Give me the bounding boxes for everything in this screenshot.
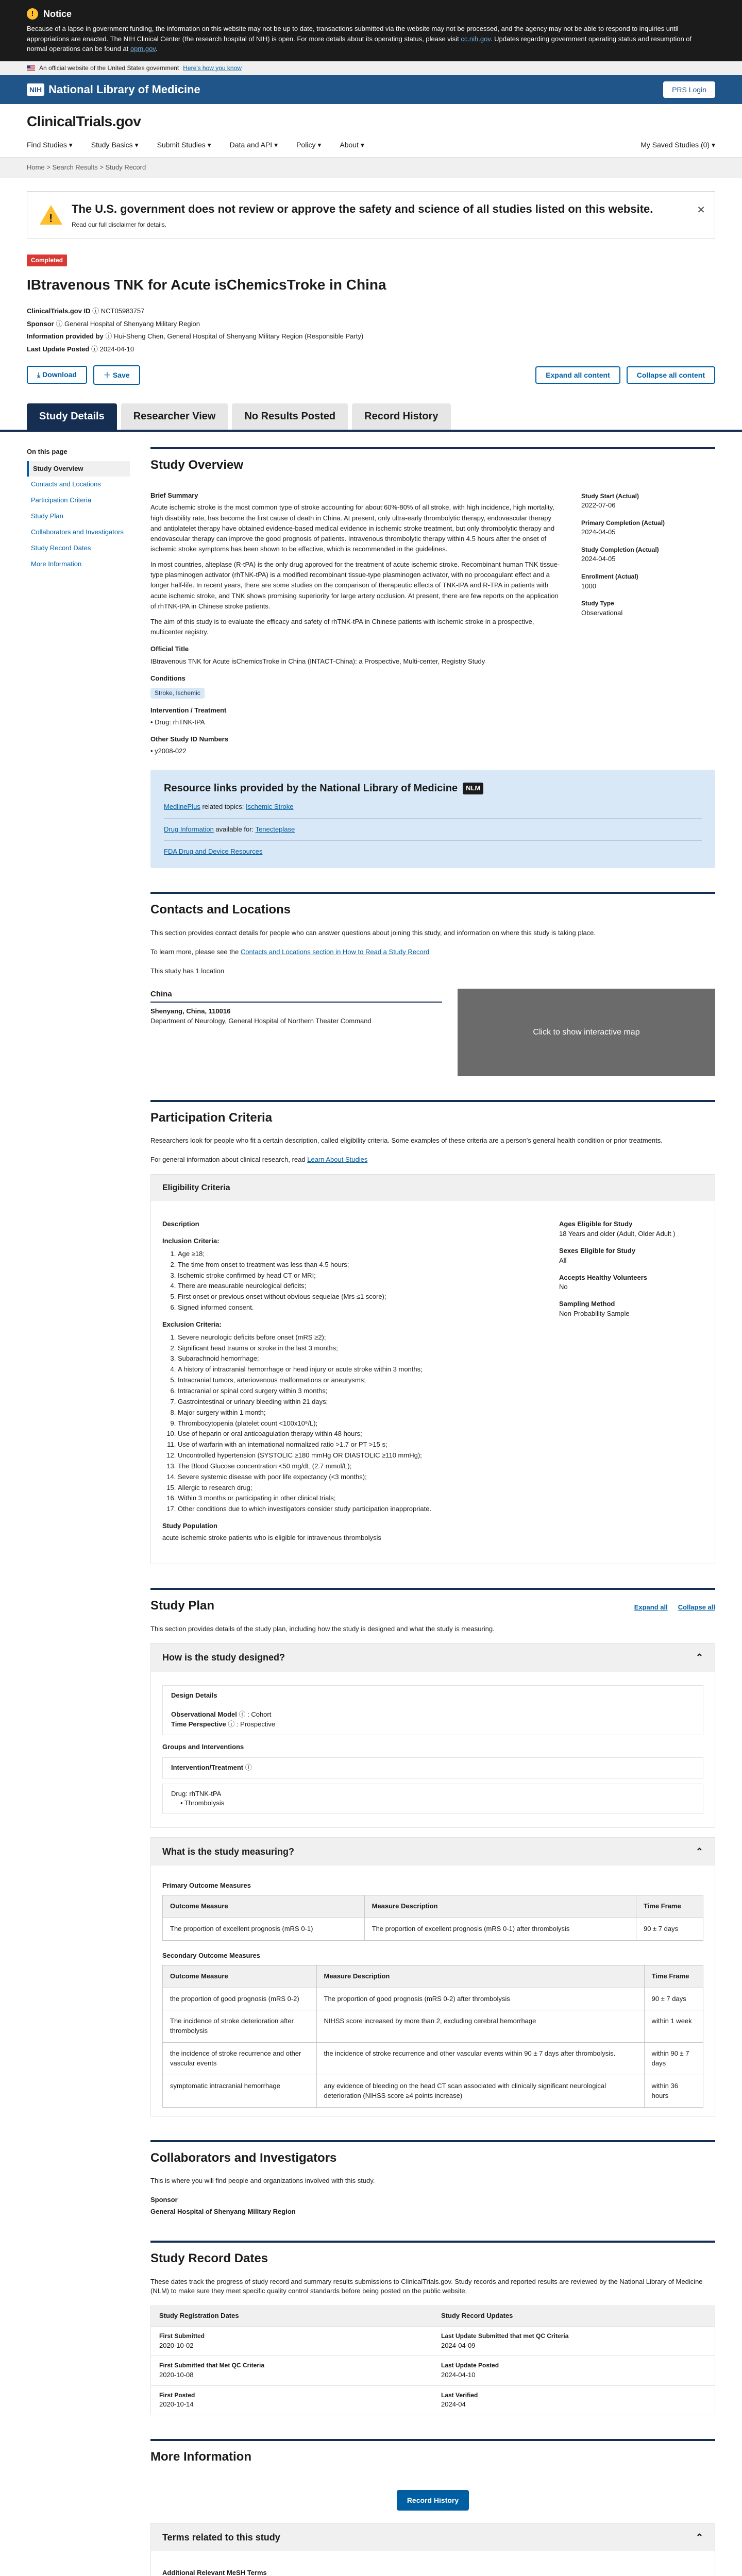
learn-studies-link[interactable]: Learn About Studies — [307, 1156, 368, 1164]
eligibility-sidebar: Ages Eligible for Study 18 Years and older (Adult, Older Adult ) Sexes Eligible for Study All Accepts Healthy Volunteers No Sampling Method Non-Probability Sample — [559, 1220, 676, 1318]
record-dates-section: Study Record Dates These dates track the progress of study record and summary results submissions to ClinicalTrials.gov. Study records and reported results are reviewed by the National Library of Medicine (NLM) to make sure they meet specific quality control standards before being posted on the public website. Study Registration Dates Study Record Updates First Submitted 2020-10-02 Last Update Submitted that met QC Criteria 2024-04-09 First Submitted that Met QC Criteria 2020-10-08 Last Update Posted 2024-04-10 First Posted 2020-10-14 Last Verified 2024-04 — [150, 2241, 715, 2415]
criteria-item: 1. Severe neurologic deficits before onset (mRS ≥2); — [178, 1333, 538, 1343]
gov-banner: An official website of the United States government Here's how you know — [0, 61, 742, 75]
save-button[interactable]: ＋ Save — [93, 365, 140, 385]
terms-accordion: Terms related to this study ⌃ Additional Relevant MeSH Terms — [150, 2523, 715, 2576]
nlm-logo: NLM — [463, 783, 483, 794]
nav-collaborators[interactable]: Collaborators and Investigators — [31, 528, 124, 536]
nav-contacts[interactable]: Contacts and Locations — [31, 480, 101, 488]
table-row: the incidence of stroke recurrence and other vascular events the incidence of stroke recurrence and other vascular events within 90 ± 7 days after thrombolysis. within 90 ± 7 days — [163, 2043, 703, 2075]
status-badge: Completed — [27, 255, 67, 266]
secondary-outcomes-table: Outcome Measure Measure Description Time Frame the proportion of good prognosis (mRS 0-2) The proportion of good prognosis (mRS 0-2) after thrombolysis 90 ± 7 days The incidence of stroke deterioration after thrombolysis NIHSS score increased by more than 2, excluding cerebral hemorrhage within 1 week the incidence of stroke recurrence and other vascular events the incidence of stroke recurrence and other vascular events within 90 ± 7 days after thrombolysis. within 90 ± 7 days symptomatic intracranial hemorrhage any evidence of bleeding on the head CT scan associated with clinically significant neurological deterioration (NIHSS score ≥4 points increase) within 36 hours — [162, 1965, 703, 2108]
exclusion-list — [162, 1333, 538, 1514]
plan-expand-all[interactable]: Expand all — [634, 1603, 668, 1611]
chevron-up-icon[interactable]: ⌃ — [695, 1652, 703, 1663]
summary-p3: The aim of this study is to evaluate the efficacy and safety of rhTNK-tPA in Chinese patients with ischemic stroke in a prospective, multicenter registry. — [150, 617, 534, 636]
more-info-section: More Information Record History Terms related to this study ⌃ Additional Relevant MeSH Terms — [150, 2439, 715, 2576]
collapse-all-button[interactable]: Collapse all content — [627, 366, 715, 384]
official-title: IBtravenous TNK for Acute isChemicsTroke in China (INTACT-China): a Prospective, Multi-center, Registry Study — [150, 657, 485, 665]
table-row: the proportion of good prognosis (mRS 0-2) The proportion of good prognosis (mRS 0-2) after thrombolysis 90 ± 7 days — [163, 1988, 703, 2010]
nav-dates[interactable]: Study Record Dates — [31, 544, 91, 552]
alert-title: The U.S. government does not review or approve the safety and science of all studies listed on this website. — [72, 202, 653, 215]
criteria-item: 16. Within 3 months or participating in other clinical trials; — [178, 1494, 538, 1503]
criteria-item: 10. Use of heparin or oral anticoagulation therapy within 48 hours; — [178, 1429, 538, 1439]
nlm-header — [0, 75, 742, 104]
fda-link[interactable]: FDA Drug and Device Resources — [164, 848, 263, 856]
other-id: • y2008-022 — [150, 747, 187, 755]
tab-record-history[interactable]: Record History — [352, 403, 450, 430]
sponsor: General Hospital of Shenyang Military Region — [64, 319, 200, 328]
warning-icon: ! — [27, 8, 38, 20]
nlm-resources: Resource links provided by the National Library of Medicine NLM MedlinePlus related topics: Ischemic Stroke Drug Information available for: Tenecteplase FDA Drug and Device Resources — [150, 770, 715, 869]
cc-nih-link[interactable]: cc.nih.gov — [461, 35, 491, 43]
nav-study-overview[interactable]: Study Overview — [27, 461, 130, 477]
last-update: 2024-04-10 — [99, 345, 134, 353]
criteria-item: 5. First onset or previous onset without obvious sequelae (Mrs ≤1 score); — [178, 1292, 538, 1302]
criteria-item: 2. Significant head trauma or stroke in the last 3 months; — [178, 1344, 538, 1353]
record-history-button[interactable]: Record History — [397, 2490, 469, 2511]
menu-data-api[interactable]: Data and API ▾ — [229, 140, 278, 149]
table-row: symptomatic intracranial hemorrhage any evidence of bleeding on the head CT scan associated with clinically significant neurological deterioration (NIHSS score ≥4 points increase) within 36 hours — [163, 2075, 703, 2107]
criteria-item: 14. Severe systemic disease with poor life expectancy (<3 months); — [178, 1472, 538, 1482]
criteria-item: 3. Ischemic stroke confirmed by head CT or MRI; — [178, 1271, 538, 1281]
menu-about[interactable]: About ▾ — [340, 140, 364, 149]
plan-collapse-all[interactable]: Collapse all — [678, 1603, 715, 1611]
download-button[interactable]: ⤓ Download — [27, 366, 87, 384]
criteria-item: 7. Gastrointestinal or urinary bleeding within 21 days; — [178, 1397, 538, 1407]
summary-p1: Acute ischemic stroke is the most common type of stroke accounting for about 60%-80% of all stroke, with high incidence, high mortality, high disability rate, has become the first cause of death in China. At present, only ultra-early thrombolytic therapy, endovascular therapy and antiplatelet therapy have obtained evidence-based medical evidence in ischemic stroke treatment, but only thrombolytic therapy and endovascular therapy can improve the good prognosis of patients. Intravenous thrombolytic therapy within 4.5 hours after the onset of ischemic stroke symptoms has been shown to be effective, which is recommended in the guidelines. — [150, 503, 555, 553]
disclaimer-alert — [27, 191, 715, 239]
collaborators-section: Collaborators and Investigators This is where you will find people and organizations involved with this study. Sponsor General Hospital of Shenyang Military Region — [150, 2140, 715, 2217]
menu-policy[interactable]: Policy ▾ — [296, 140, 322, 149]
prs-login-button[interactable]: PRS Login — [663, 81, 715, 98]
tab-study-details[interactable]: Study Details — [27, 403, 117, 430]
nlm-logo[interactable]: NIH National Library of Medicine — [27, 81, 200, 98]
menu-study-basics[interactable]: Study Basics ▾ — [91, 140, 139, 149]
criteria-item: 2. The time from onset to treatment was less than 4.5 hours; — [178, 1260, 538, 1270]
menu-submit-studies[interactable]: Submit Studies ▾ — [157, 140, 211, 149]
overview-sidebar: Study Start (Actual) 2022-07-06 Primary Completion (Actual) 2024-04-05 Study Completion (Actual) 2024-04-05 Enrollment (Actual) 1000 Study Type Observational — [581, 492, 665, 617]
criteria-item: 12. Uncontrolled hypertension (SYSTOLIC ≥180 mmHg OR DIASTOLIC ≥110 mmHg); — [178, 1451, 538, 1461]
study-title: IBtravenous TNK for Acute isChemicsTroke in China — [27, 277, 386, 293]
chevron-up-icon[interactable]: ⌃ — [695, 2532, 703, 2543]
study-overview-section: Study Overview Brief Summary Acute ischemic stroke is the most common type of stroke accounting for about 60%-80% of all stroke, with high incidence, high mortality, high disability rate, has become the first cause of death in China. At present, only ultra-early thrombolytic therapy, endovascular therapy and antiplatelet therapy have obtained evidence-based medical evidence in ischemic stroke treatment, but only thrombolytic therapy and endovascular therapy can improve the good prognosis of patients. Intravenous thrombolytic therapy within 4.5 hours after the onset of ischemic stroke symptoms has been shown to be effective, which is recommended in the guidelines. In most countries, alteplase (R-tPA) is the only drug approved for the treatment of acute ischemic stroke. Recombinant human TNK tissue-type plasminogen activator (rhTNK-tPA) is a modified recombinant tissue-type plasminogen activator, with no procoagulant effect and a longer half-life. In recent years, there are some studies on the comparison of therapeutic effects of TNK-tPA and R-TPA in patients with acute ischemic stroke, and TNK shows promising superiority for large artery occlusion. At present, there are few reports on the application of rhTNK-tPA in Chinese stroke patients. The aim of this study is to evaluate the efficacy and safety of rhTNK-tPA in Chinese patients with ischemic stroke in a prospective, multicenter registry. Official Title IBtravenous TNK for Acute isChemicsTroke in China (INTACT-China): a Prospective, Multi-center, Registry Study Conditions Stroke, Ischemic Intervention / Treatment • Drug: rhTNK-tPA Other Study ID Numbers • y2008-022 Study Start (Actual) 2022-07-06 Primary Completion (Actual) 2024-04-05 Study Completion (Actual) 2024-04-05 Enrollment (Actual) 1000 Study Type Observational Resource links provided by the National Library of Medicine NLM MedlinePlus related topics: Ischemic Stroke Drug Information available for: Tenecteplase FDA Drug and Device Resources — [150, 447, 715, 868]
criteria-section: Participation Criteria Researchers look for people who fit a certain description, called eligibility criteria. Some examples of these criteria are a person's general health condition or prior treatments. For general information about clinical research, read Learn About Studies Eligibility Criteria Description Inclusion Criteria: 1. Age ≥18; 2. The time from onset to treatment was less than 4.5 hours; 3. Ischemic stroke confirmed by head CT or MRI; 4. There are measurable neurological deficits; 5. First onset or previous onset without obvious sequelae (Mrs ≤1 score); 6. Signed informed consent. Exclusion Criteria: 1. Severe neurologic deficits before onset (mRS ≥2); 2. Significant head trauma or stroke in the last 3 months; 3. Subarachnoid hemorrhage; 4. A history of intracranial hemorrhage or head injury or acute stroke within 3 months; 5. Intracranial tumors, arteriovenous malformations or aneurysms; 6. Intracranial or spinal cord surgery within 3 months; 7. Gastrointestinal or urinary bleeding within 21 days; 8. Major surgery within 1 month; 9. Thrombocytopenia (platelet count <100x10⁹/L); 10. Use of heparin or oral anticoagulation therapy within 48 hours; 11. Use of warfarin with an international normalized ratio >1.7 or PT >15 s; 12. Uncontrolled hypertension (SYSTOLIC ≥180 mmHg OR DIASTOLIC ≥110 mmHg); 13. The Blood Glucose concentration <50 mg/dL (2.7 mmol/L); 14. Severe systemic disease with poor life expectancy (<3 months); 15. Allergic to research drug; 16. Within 3 months or participating in other clinical trials; 17. Other conditions due to which investigators consider study participation inappropriate. Study Population acute ischemic stroke patients who is eligible for intravenous thrombolysis Ages Eligible for Study 18 Years and older (Adult, Older Adult ) Sexes Eligible for Study All Accepts Healthy Volunteers No Sampling Method Non-Probability Sample — [150, 1100, 715, 1564]
dates-table: Study Registration Dates Study Record Updates First Submitted 2020-10-02 Last Update Submitted that met QC Criteria 2024-04-09 First Submitted that Met QC Criteria 2020-10-08 Last Update Posted 2024-04-10 First Posted 2020-10-14 Last Verified 2024-04 — [150, 2306, 715, 2415]
contacts-help-link[interactable]: Contacts and Locations section in How to Read a Study Record — [240, 947, 430, 956]
criteria-item: 4. There are measurable neurological deficits; — [178, 1281, 538, 1291]
medlineplus-link[interactable]: MedlinePlus — [164, 802, 200, 810]
criteria-item: 3. Subarachnoid hemorrhage; — [178, 1354, 538, 1364]
summary-p2: In most countries, alteplase (R-tPA) is the only drug approved for the treatment of acute ischemic stroke. Recombinant human TNK tissue-type plasminogen activator (rhTNK-tPA) is a modified recombinant tissue-type plasminogen activator, with no procoagulant effect and a longer half-life. In recent years, there are some studies on the comparison of therapeutic effects of TNK-tPA and R-TPA in patients with acute ischemic stroke, and TNK shows promising superiority for large artery occlusion. At present, there are few reports on the application of rhTNK-tPA in Chinese stroke patients. — [150, 561, 560, 610]
nav-more-info[interactable]: More Information — [31, 560, 82, 568]
criteria-item: 6. Intracranial or spinal cord surgery within 3 months; — [178, 1386, 538, 1396]
how-you-know-link[interactable]: Here's how you know — [183, 64, 242, 72]
criteria-item: 5. Intracranial tumors, arteriovenous malformations or aneurysms; — [178, 1376, 538, 1385]
nav-criteria[interactable]: Participation Criteria — [31, 496, 92, 504]
table-row: The proportion of excellent prognosis (mRS 0-1) The proportion of excellent prognosis (mRS 0-1) after thrombolysis 90 ± 7 days — [163, 1918, 703, 1941]
tenecteplase-link[interactable]: Tenecteplase — [255, 825, 295, 833]
criteria-item: 11. Use of warfarin with an international normalized ratio >1.7 or PT >15 s; — [178, 1440, 538, 1450]
us-flag-icon — [27, 65, 35, 71]
download-icon: ⤓ — [37, 370, 43, 379]
criteria-item: 17. Other conditions due to which investigators consider study participation inappropriate. — [178, 1504, 538, 1514]
condition-chip[interactable]: Stroke, Ischemic — [150, 688, 205, 699]
drug-info-link[interactable]: Drug Information — [164, 825, 214, 833]
intervention: • Drug: rhTNK-tPA — [150, 718, 205, 726]
study-plan-section: Study Plan Expand all Collapse all This section provides details of the study plan, including how the study is designed and what the study is measuring. How is the study designed? ⌃ Design Details Observational Model ⓘ : Cohort Time Perspective ⓘ : Prospective Groups and Interventions Intervention/Treatment ⓘ Drug: rhTNK-tPA • Thrombolysis What is the study measuring? ⌃ Primary Outcome Measures Outcome Measure Measure Description Time Frame The proportion of excellent prognosis (mRS 0-1) The proportion of excellent prognosis (mRS 0-1) after thrombolysis 90 ± 7 days Secondary Outcome Measures Outcome Measure Measure Description Time Frame the proportion of good prognosis (mRS 0-2) The proportion of good prognosis (mRS 0-2) after thrombolysis 90 ± 7 days The incidence of stroke deterioration after thrombolysis NIHSS score increased by more than 2, excluding cerebral hemorrhage within 1 week the incidence of stroke recurrence and other vascular events the incidence of stroke recurrence and other vascular events within 90 ± 7 days after thrombolysis. within 90 ± 7 days symptomatic intracranial hemorrhage any evidence of bleeding on the head CT scan associated with clinically significant neurological deterioration (NIHSS score ≥4 points increase) within 36 hours — [150, 1588, 715, 2116]
main-content — [150, 447, 715, 2576]
study-id: NCT05983757 — [100, 307, 145, 315]
primary-outcomes-table: Outcome Measure Measure Description Time Frame The proportion of excellent prognosis (mRS 0-1) The proportion of excellent prognosis (mRS 0-1) after thrombolysis 90 ± 7 days — [162, 1895, 703, 1941]
ischemic-stroke-link[interactable]: Ischemic Stroke — [246, 802, 294, 810]
location-list: China Shenyang, China, 110016 Department of Neurology, General Hospital of Northern Theater Command — [150, 989, 442, 1076]
notice-body: Because of a lapse in government funding, the information on this website may not be up to date, transactions submitted via the website may not be processed, and the agency may not be able to respond to inquiries until appropriations are enacted. The NIH Clinical Center (the research hospital of NIH) is open. For more details about its operating status, please visit cc.nih.gov. Updates regarding government operating status and resumption of normal operations can be found at opm.gov. — [27, 25, 692, 53]
site-logo[interactable]: ClinicalTrials.gov — [27, 113, 141, 129]
chevron-up-icon[interactable]: ⌃ — [695, 1846, 703, 1857]
criteria-item: 13. The Blood Glucose concentration <50 mg/dL (2.7 mmol/L); — [178, 1462, 538, 1471]
criteria-item: 1. Age ≥18; — [178, 1249, 538, 1259]
tab-researcher-view[interactable]: Researcher View — [121, 403, 228, 430]
info-provider: Hui-Sheng Chen, General Hospital of Shenyang Military Region (Responsible Party) — [114, 332, 364, 341]
save-icon: ＋ — [103, 370, 113, 379]
study-header: Completed IBtravenous TNK for Acute isChemicsTroke in China ClinicalTrials.gov ID ⓘ NCT05983757 Sponsor ⓘ General Hospital of Shenyang Military Region Information provided by ⓘ Hui-Sheng Chen, General Hospital of Shenyang Military Region (Responsible Party) Last Update Posted ⓘ 2024-04-10 ⤓ Download ＋ Save Expand all content Collapse all content — [0, 239, 742, 390]
criteria-item: 15. Allergic to research drug; — [178, 1483, 538, 1493]
close-icon[interactable]: ✕ — [697, 204, 705, 216]
table-row: The incidence of stroke deterioration after thrombolysis NIHSS score increased by more than 2, excluding cerebral hemorrhage within 1 week — [163, 2010, 703, 2043]
criteria-item: 6. Signed informed consent. — [178, 1303, 538, 1313]
alert-subtitle[interactable]: Read our full disclaimer for details. — [72, 221, 167, 228]
warning-icon — [40, 205, 62, 225]
nav-plan[interactable]: Study Plan — [31, 512, 63, 520]
inclusion-list — [162, 1249, 538, 1313]
expand-all-button[interactable]: Expand all content — [535, 366, 620, 384]
criteria-item: 9. Thrombocytopenia (platelet count <100x10⁹/L); — [178, 1419, 538, 1429]
government-notice — [0, 0, 742, 61]
contacts-section: Contacts and Locations This section provides contact details for people who can answer questions about joining this study, and information on where this study is taking place. To learn more, please see the Contacts and Locations section in How to Read a Study Record This study has 1 location China Shenyang, China, 110016 Department of Neurology, General Hospital of Northern Theater Command Click to show interactive map — [150, 892, 715, 1076]
tab-no-results[interactable]: No Results Posted — [232, 403, 348, 430]
opm-link[interactable]: opm.gov — [130, 45, 156, 53]
study-tabs — [0, 403, 742, 432]
measure-accordion: What is the study measuring? ⌃ Primary Outcome Measures Outcome Measure Measure Description Time Frame The proportion of excellent prognosis (mRS 0-1) The proportion of excellent prognosis (mRS 0-1) after thrombolysis 90 ± 7 days Secondary Outcome Measures Outcome Measure Measure Description Time Frame the proportion of good prognosis (mRS 0-2) The proportion of good prognosis (mRS 0-2) after thrombolysis 90 ± 7 days The incidence of stroke deterioration after thrombolysis NIHSS score increased by more than 2, excluding cerebral hemorrhage within 1 week the incidence of stroke recurrence and other vascular events the incidence of stroke recurrence and other vascular events within 90 ± 7 days after thrombolysis. within 90 ± 7 days symptomatic intracranial hemorrhage any evidence of bleeding on the head CT scan associated with clinically significant neurological deterioration (NIHSS score ≥4 points increase) within 36 hours — [150, 1837, 715, 2116]
notice-title: Notice — [43, 9, 72, 19]
interactive-map[interactable]: Click to show interactive map — [458, 989, 715, 1076]
menu-find-studies[interactable]: Find Studies ▾ — [27, 140, 73, 149]
section-title: Study Overview — [150, 447, 715, 474]
criteria-item: 8. Major surgery within 1 month; — [178, 1408, 538, 1418]
main-menu — [0, 135, 742, 158]
breadcrumb[interactable]: Home > Search Results > Study Record — [0, 158, 742, 178]
eligibility-box: Eligibility Criteria Description Inclusion Criteria: 1. Age ≥18; 2. The time from onset to treatment was less than 4.5 hours; 3. Ischemic stroke confirmed by head CT or MRI; 4. There are measurable neurological deficits; 5. First onset or previous onset without obvious sequelae (Mrs ≤1 score); 6. Signed informed consent. Exclusion Criteria: 1. Severe neurologic deficits before onset (mRS ≥2); 2. Significant head trauma or stroke in the last 3 months; 3. Subarachnoid hemorrhage; 4. A history of intracranial hemorrhage or head injury or acute stroke within 3 months; 5. Intracranial tumors, arteriovenous malformations or aneurysms; 6. Intracranial or spinal cord surgery within 3 months; 7. Gastrointestinal or urinary bleeding within 21 days; 8. Major surgery within 1 month; 9. Thrombocytopenia (platelet count <100x10⁹/L); 10. Use of heparin or oral anticoagulation therapy within 48 hours; 11. Use of warfarin with an international normalized ratio >1.7 or PT >15 s; 12. Uncontrolled hypertension (SYSTOLIC ≥180 mmHg OR DIASTOLIC ≥110 mmHg); 13. The Blood Glucose concentration <50 mg/dL (2.7 mmol/L); 14. Severe systemic disease with poor life expectancy (<3 months); 15. Allergic to research drug; 16. Within 3 months or participating in other clinical trials; 17. Other conditions due to which investigators consider study participation inappropriate. Study Population acute ischemic stroke patients who is eligible for intravenous thrombolysis Ages Eligible for Study 18 Years and older (Adult, Older Adult ) Sexes Eligible for Study All Accepts Healthy Volunteers No Sampling Method Non-Probability Sample — [150, 1174, 715, 1564]
design-accordion: How is the study designed? ⌃ Design Details Observational Model ⓘ : Cohort Time Perspective ⓘ : Prospective Groups and Interventions Intervention/Treatment ⓘ Drug: rhTNK-tPA • Thrombolysis — [150, 1643, 715, 1828]
criteria-item: 4. A history of intracranial hemorrhage or head injury or acute stroke within 3 months; — [178, 1365, 538, 1375]
saved-studies-menu[interactable]: My Saved Studies (0) ▾ — [640, 140, 715, 149]
page-nav: On this page Study Overview Contacts and Locations Participation Criteria Study Plan Collaborators and Investigators Study Record Dates More Information — [27, 447, 130, 2576]
